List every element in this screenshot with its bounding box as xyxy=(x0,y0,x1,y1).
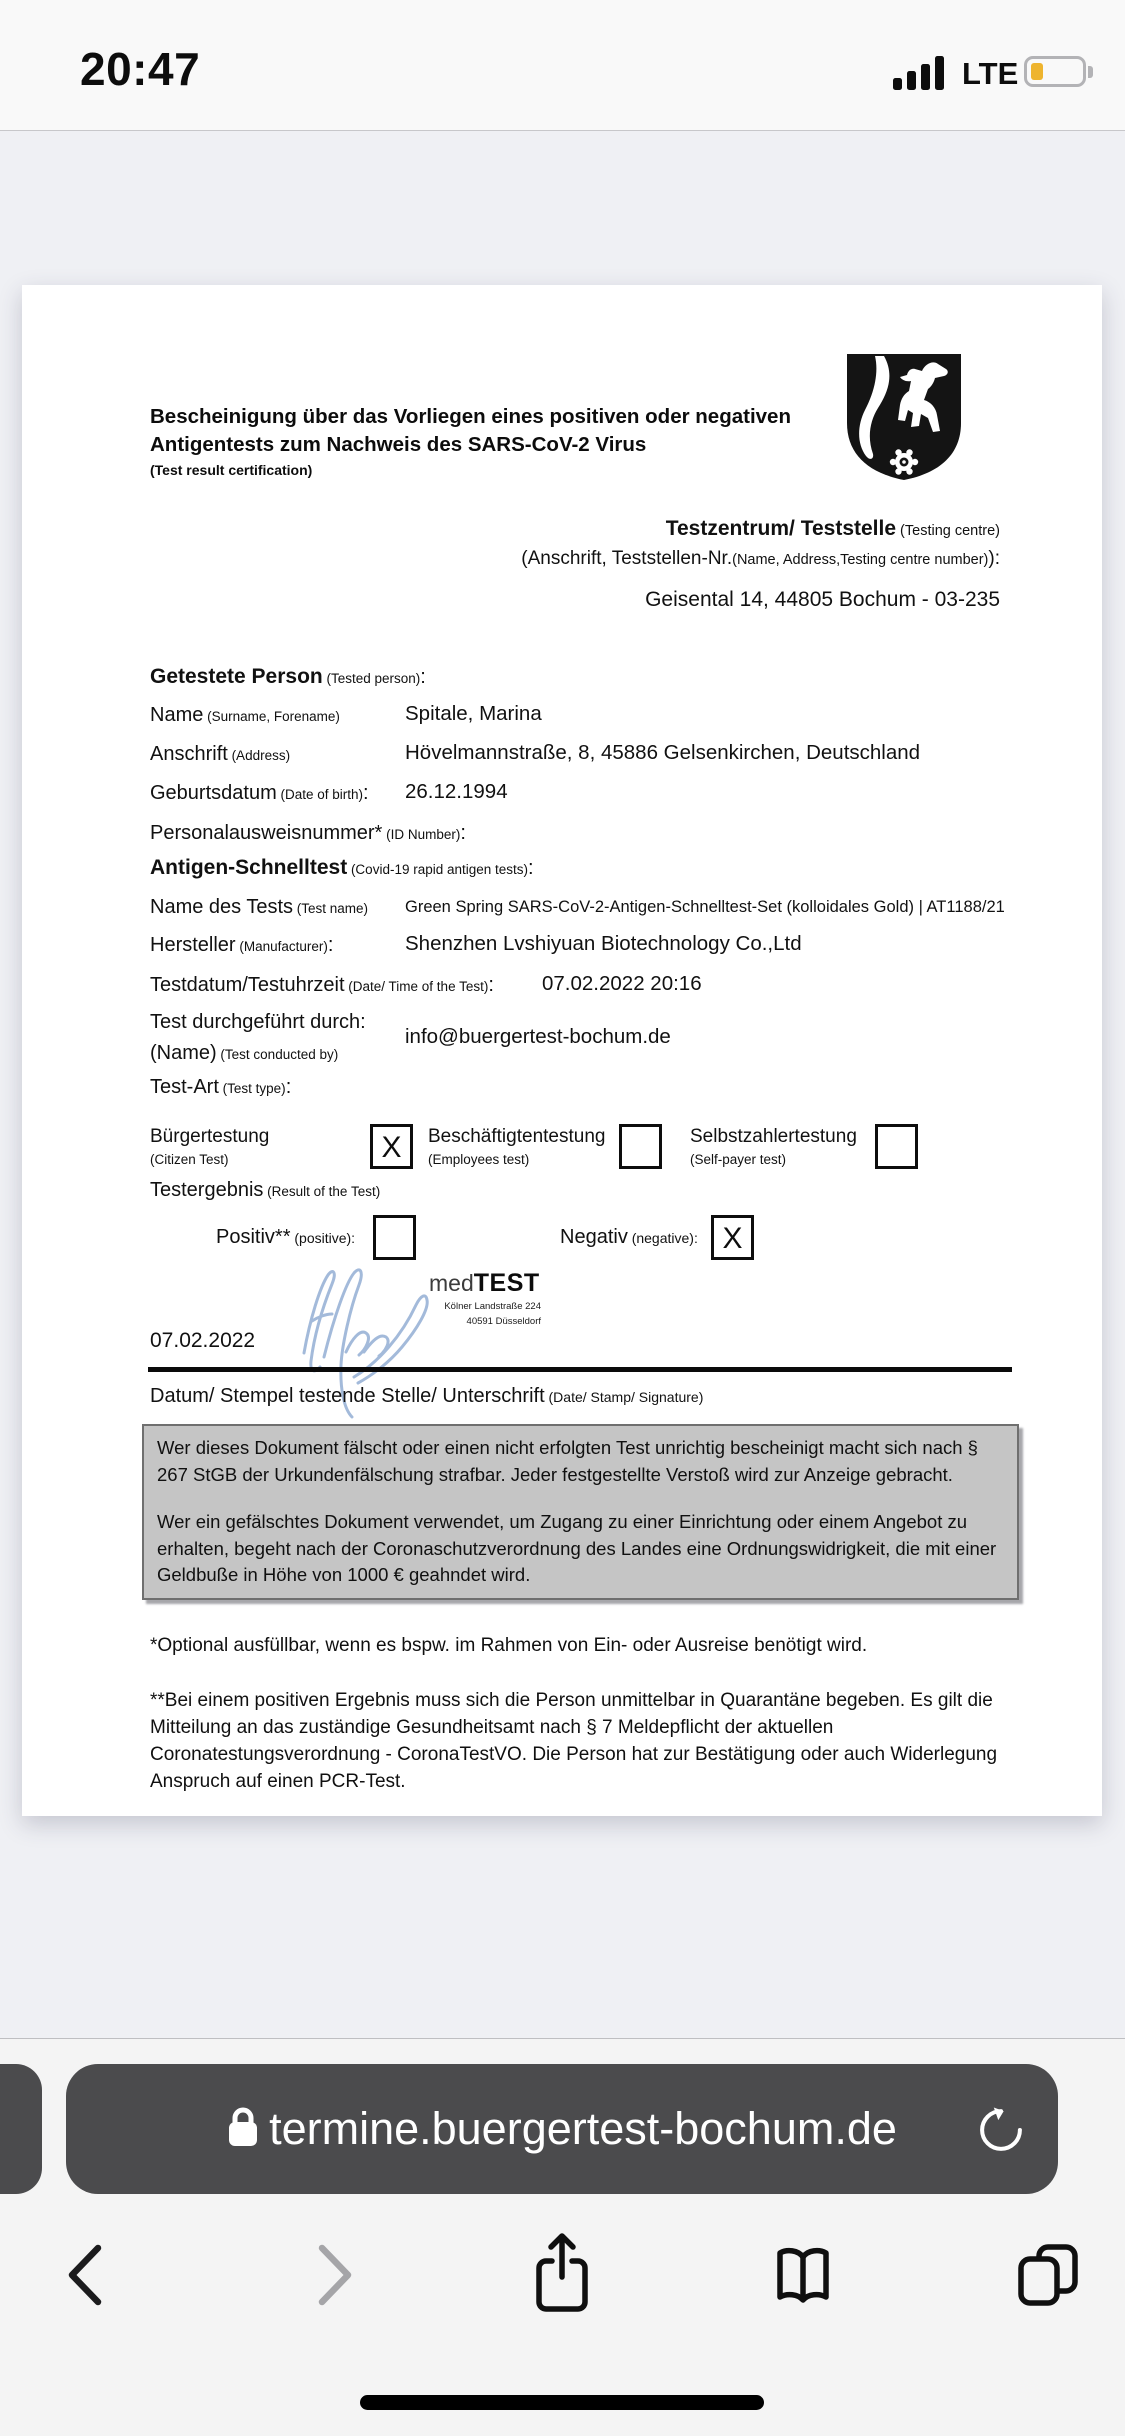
title-line2: Antigentests zum Nachweis des SARS-CoV-2 Virus xyxy=(150,433,647,456)
status-time: 20:47 xyxy=(80,43,201,95)
conducted-label-line1: Test durchgeführt durch: xyxy=(150,1011,366,1033)
result-positive-en: (positive): xyxy=(290,1230,356,1246)
warning-paragraph-1: Wer dieses Dokument fälscht oder einen nicht erfolgten Test unrichtig bescheinigt macht sich nach § 267 StGB der Urkundenfälschung strafbar. Jeder festgestellte Verstoß wird zur Anzeige gebracht. xyxy=(157,1437,978,1485)
checkbox-label-employees xyxy=(428,1126,605,1167)
checkbox-employees-test[interactable] xyxy=(619,1124,662,1169)
checkbox-result-negative[interactable]: X xyxy=(711,1215,754,1260)
test-type-en: (Test type) xyxy=(218,1081,286,1096)
field-label: Anschrift xyxy=(150,743,228,765)
checkbox-citizen-test[interactable]: X xyxy=(370,1124,413,1169)
address-bar[interactable] xyxy=(66,2064,1058,2194)
adjacent-tab-edge[interactable] xyxy=(0,2064,42,2194)
field-row-test-name xyxy=(150,896,1010,919)
field-label-en: (Manufacturer) xyxy=(235,939,328,954)
field-row-conducted-by xyxy=(150,1011,1010,1065)
person-header-colon: : xyxy=(420,666,426,688)
reload-icon[interactable] xyxy=(974,2103,1028,2162)
field-value-manufacturer: Shenzhen Lvshiyuan Biotechnology Co.,Ltd xyxy=(405,932,802,955)
field-row-test-datetime xyxy=(150,974,1010,997)
signature-date: 07.02.2022 xyxy=(150,1329,256,1352)
title-line1: Bescheinigung über das Vorliegen eines positiven oder negativen xyxy=(150,405,791,428)
field-label-en: (Date of birth) xyxy=(276,787,364,802)
checkbox-label-line2: (Employees test) xyxy=(428,1152,530,1167)
tabs-button[interactable] xyxy=(1015,2241,1081,2312)
person-header-en: (Tested person) xyxy=(322,671,421,686)
document-title xyxy=(150,403,850,478)
field-colon: : xyxy=(363,782,369,804)
signature-caption-text: Datum/ Stempel testende Stelle/ Unterschrift xyxy=(150,1385,545,1407)
forward-button[interactable] xyxy=(312,2242,360,2313)
field-label: Testdatum/Testuhrzeit xyxy=(150,974,345,996)
test-centre-address: Geisental 14, 44805 Bochum - 03-235 xyxy=(645,588,1000,611)
stamp-test-text: TEST xyxy=(473,1269,540,1297)
field-label: Name des Tests xyxy=(150,896,294,918)
field-value-address: Hövelmannstraße, 8, 45886 Gelsenkirchen, Deutschland xyxy=(405,741,921,764)
lock-icon xyxy=(227,2106,259,2153)
field-row-birthdate xyxy=(150,782,1010,805)
field-row-id-number xyxy=(150,822,1010,845)
person-header-text: Getestete Person xyxy=(150,665,323,688)
stamp-med-text: med xyxy=(429,1270,474,1296)
result-label-positive xyxy=(216,1226,355,1249)
field-value-birthdate: 26.12.1994 xyxy=(405,780,508,803)
test-centre-block xyxy=(400,517,1000,570)
checkbox-selfpayer-test[interactable] xyxy=(875,1124,918,1169)
test-centre-sub-end: ): xyxy=(988,548,1000,569)
field-label: Geburtsdatum xyxy=(150,782,277,804)
field-label-en: (ID Number) xyxy=(382,827,461,842)
test-type-header xyxy=(150,1076,291,1099)
field-row-manufacturer xyxy=(150,934,1010,957)
checkbox-label-line2: (Self-payer test) xyxy=(690,1152,787,1167)
person-section-header xyxy=(150,665,426,689)
field-value-test-datetime: 07.02.2022 20:16 xyxy=(542,972,702,995)
test-centre-sub-en: (Name, Address,Testing centre number) xyxy=(732,552,989,568)
field-row-name xyxy=(150,704,1010,727)
checkbox-label-line2: (Citizen Test) xyxy=(150,1152,229,1167)
result-negative-text: Negativ xyxy=(560,1226,628,1248)
network-type-label: LTE xyxy=(962,56,1019,91)
field-row-address xyxy=(150,743,1010,766)
checkbox-label-selfpayer xyxy=(690,1126,857,1167)
checkbox-result-positive[interactable] xyxy=(373,1215,416,1260)
certificate-document xyxy=(22,285,1102,1816)
share-button[interactable] xyxy=(531,2231,593,2322)
checkbox-label-line1: Bürgertestung xyxy=(150,1126,270,1147)
home-indicator[interactable] xyxy=(360,2395,764,2410)
conducted-label-en: (Test conducted by) xyxy=(216,1047,339,1062)
medtest-stamp xyxy=(429,1269,541,1329)
field-label-en: (Address) xyxy=(227,748,291,763)
result-label-negative xyxy=(560,1226,698,1249)
conducted-label-line2: (Name) xyxy=(150,1042,217,1064)
result-positive-text: Positiv** xyxy=(216,1226,291,1248)
antigen-header-en: (Covid-19 rapid antigen tests) xyxy=(347,862,529,877)
result-negative-en: (negative): xyxy=(627,1230,698,1246)
test-centre-label-en: (Testing centre) xyxy=(896,523,1000,539)
back-button[interactable] xyxy=(60,2242,108,2313)
antigen-header-colon: : xyxy=(528,857,534,879)
signal-icon xyxy=(893,56,951,95)
nrw-coat-of-arms xyxy=(844,351,964,488)
field-colon: : xyxy=(460,822,466,844)
field-value-conducted-by: info@buergertest-bochum.de xyxy=(405,1025,671,1048)
stamp-address-line1: Kölner Landstraße 224 xyxy=(444,1301,541,1312)
battery-level-fill xyxy=(1031,63,1043,80)
stamp-address-line2: 40591 Düsseldorf xyxy=(466,1316,541,1327)
test-type-colon: : xyxy=(285,1076,292,1098)
battery-icon xyxy=(1024,56,1086,87)
result-header xyxy=(150,1179,380,1202)
title-subtitle: (Test result certification) xyxy=(150,462,313,478)
checkbox-label-citizen xyxy=(150,1126,269,1167)
antigen-header-text: Antigen-Schnelltest xyxy=(150,856,348,879)
field-colon: : xyxy=(327,934,334,956)
signature-caption xyxy=(150,1385,703,1408)
legal-warning-box xyxy=(142,1424,1019,1600)
bookmarks-button[interactable] xyxy=(771,2243,835,2312)
footnote-optional: *Optional ausfüllbar, wenn es bspw. im Rahmen von Ein- oder Ausreise benötigt wird. xyxy=(150,1635,868,1656)
test-type-text: Test-Art xyxy=(150,1076,219,1098)
status-bar xyxy=(0,0,1125,131)
field-label-en: (Date/ Time of the Test) xyxy=(344,979,489,994)
battery-nub xyxy=(1088,66,1093,78)
field-label: Name xyxy=(150,704,204,726)
field-value-name: Spitale, Marina xyxy=(405,702,542,725)
url-text: termine.buergertest-bochum.de xyxy=(269,2103,897,2154)
field-label-en: (Test name) xyxy=(293,901,369,916)
result-header-text: Testergebnis xyxy=(150,1179,264,1201)
signature-caption-en: (Date/ Stamp/ Signature) xyxy=(544,1389,704,1405)
checkbox-label-line1: Selbstzahlertestung xyxy=(690,1126,857,1147)
field-label: Personalausweisnummer* xyxy=(150,822,383,844)
field-value-test-name: Green Spring SARS-CoV-2-Antigen-Schnelltest-Set (kolloidales Gold) | AT1188/21 xyxy=(405,898,1005,916)
checkbox-label-line1: Beschäftigtentestung xyxy=(428,1126,606,1147)
footnote-positive-result: **Bei einem positiven Ergebnis muss sich die Person unmittelbar in Quarantäne begeben. Es gilt die Mitteilung an das zuständige Gesundheitsamt nach § 7 Meldepflicht der aktuellen Coronatestungsverordnung - CoronaTestVO. Die Person hat zur Bestätigung oder auch Widerlegung Anspruch auf einen PCR-Test. xyxy=(150,1690,998,1792)
test-centre-label: Testzentrum/ Teststelle xyxy=(665,517,897,540)
result-header-en: (Result of the Test) xyxy=(263,1184,381,1199)
safari-bottom-bar xyxy=(0,2038,1125,2436)
field-label: Hersteller xyxy=(150,934,236,956)
antigen-section-header xyxy=(150,856,534,880)
test-centre-sub-main: (Anschrift, Teststellen-Nr. xyxy=(521,548,733,569)
field-colon: : xyxy=(488,974,494,996)
signature-line xyxy=(148,1367,1012,1372)
warning-paragraph-2: Wer ein gefälschtes Dokument verwendet, um Zugang zu einer Einrichtung oder einem Angebot zu erhalten, begeht nach der Coronaschutzverordnung des Landes eine Ordnungswidrigkeit, die mit einer Geldbuße in Höhe von 1000 € geahndet wird. xyxy=(157,1511,997,1585)
field-label-en: (Surname, Forename) xyxy=(203,709,340,724)
